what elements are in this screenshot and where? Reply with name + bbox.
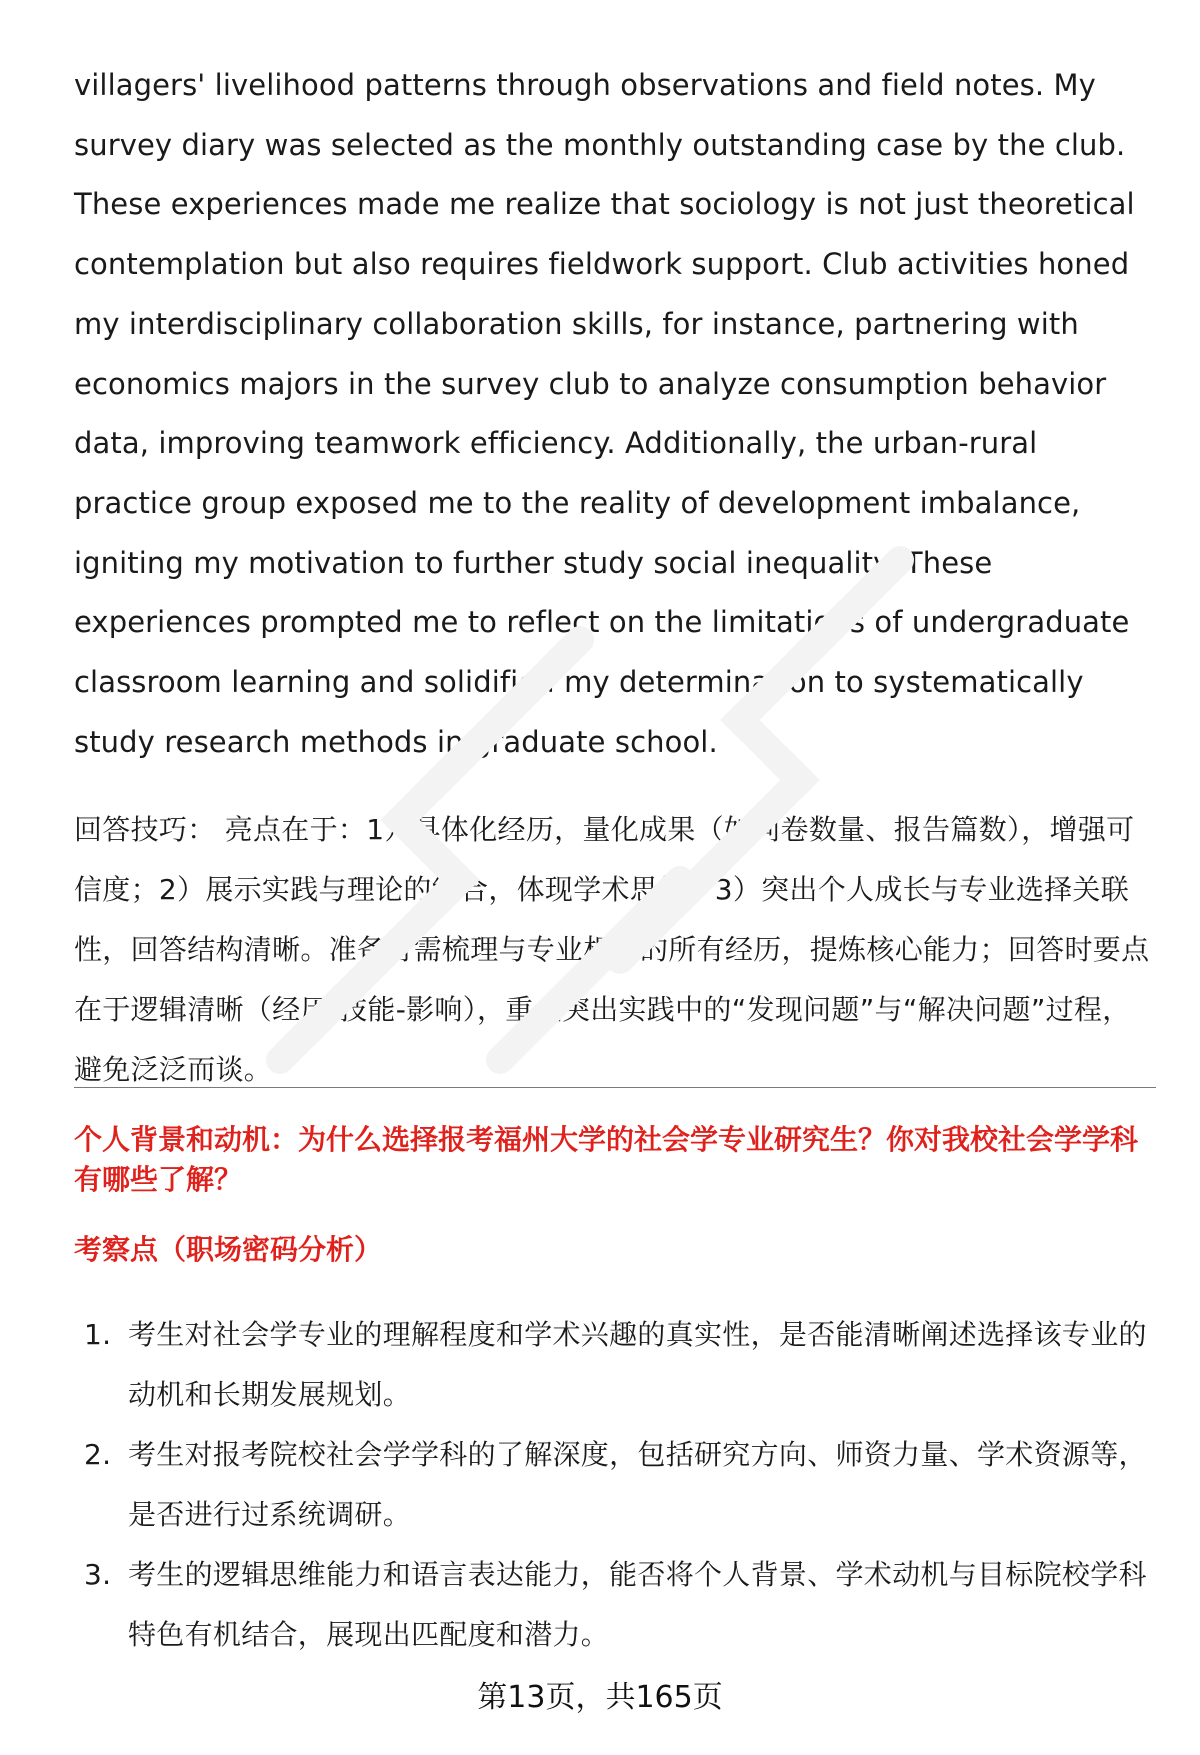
section-divider [74, 1087, 1156, 1088]
english-answer-paragraph: villagers' livelihood patterns through observations and field notes. My survey diary was selected as the monthly outstanding case by the club. These experiences made me realize that sociology is not just theoretical contemplation but also requires fieldwork support. Club activities honed my interdisciplinary collaboration skills, for instance, partnering with economics majors in the survey club to analyze consumption behavior data, improving teamwork efficiency. Additionally, the urban-rural practice group exposed me to the reality of development imbalance, igniting my motivation to further study social inequality. These experiences prompted me to reflect on the limitations of undergraduate classroom learning and solidified my determination to systematically study research methods in graduate school. [74, 68, 1135, 759]
page-footer: 第13页，共165页 [477, 1680, 723, 1715]
list-item [74, 1545, 1156, 1665]
list-item-number: 3. [84, 1558, 112, 1591]
analysis-points-list [74, 1305, 1156, 1665]
list-item-number: 1. [84, 1318, 112, 1351]
analysis-title: 考察点（职场密码分析） [74, 1233, 383, 1266]
list-item-text: 考生对报考院校社会学学科的了解深度，包括研究方向、师资力量、学术资源等，是否进行过系统调研。 [128, 1438, 1147, 1531]
list-item-text: 考生对社会学专业的理解程度和学术兴趣的真实性，是否能清晰阐述选择该专业的动机和长期发展规划。 [128, 1318, 1147, 1411]
answer-tips-paragraph: 回答技巧： 亮点在于：1）具体化经历，量化成果（如问卷数量、报告篇数），增强可信度；2）展示实践与理论的结合，体现学术思维；3）突出个人成长与专业选择关联性，回答结构清晰。准备时需梳理与专业相关的所有经历，提炼核心能力；回答时要点在于逻辑清晰（经历-技能-影响），重点突出实践中的“发现问题”与“解决问题”过程，避免泛泛而谈。 [74, 813, 1150, 1087]
document-body [74, 56, 1156, 1100]
list-item-number: 2. [84, 1438, 112, 1471]
list-item [74, 1305, 1156, 1425]
question-heading: 个人背景和动机：为什么选择报考福州大学的社会学专业研究生？你对我校社会学学科有哪些了解？ [74, 1123, 1139, 1196]
list-item-text: 考生的逻辑思维能力和语言表达能力，能否将个人背景、学术动机与目标院校学科特色有机结合，展现出匹配度和潜力。 [128, 1558, 1147, 1651]
list-item [74, 1425, 1156, 1545]
